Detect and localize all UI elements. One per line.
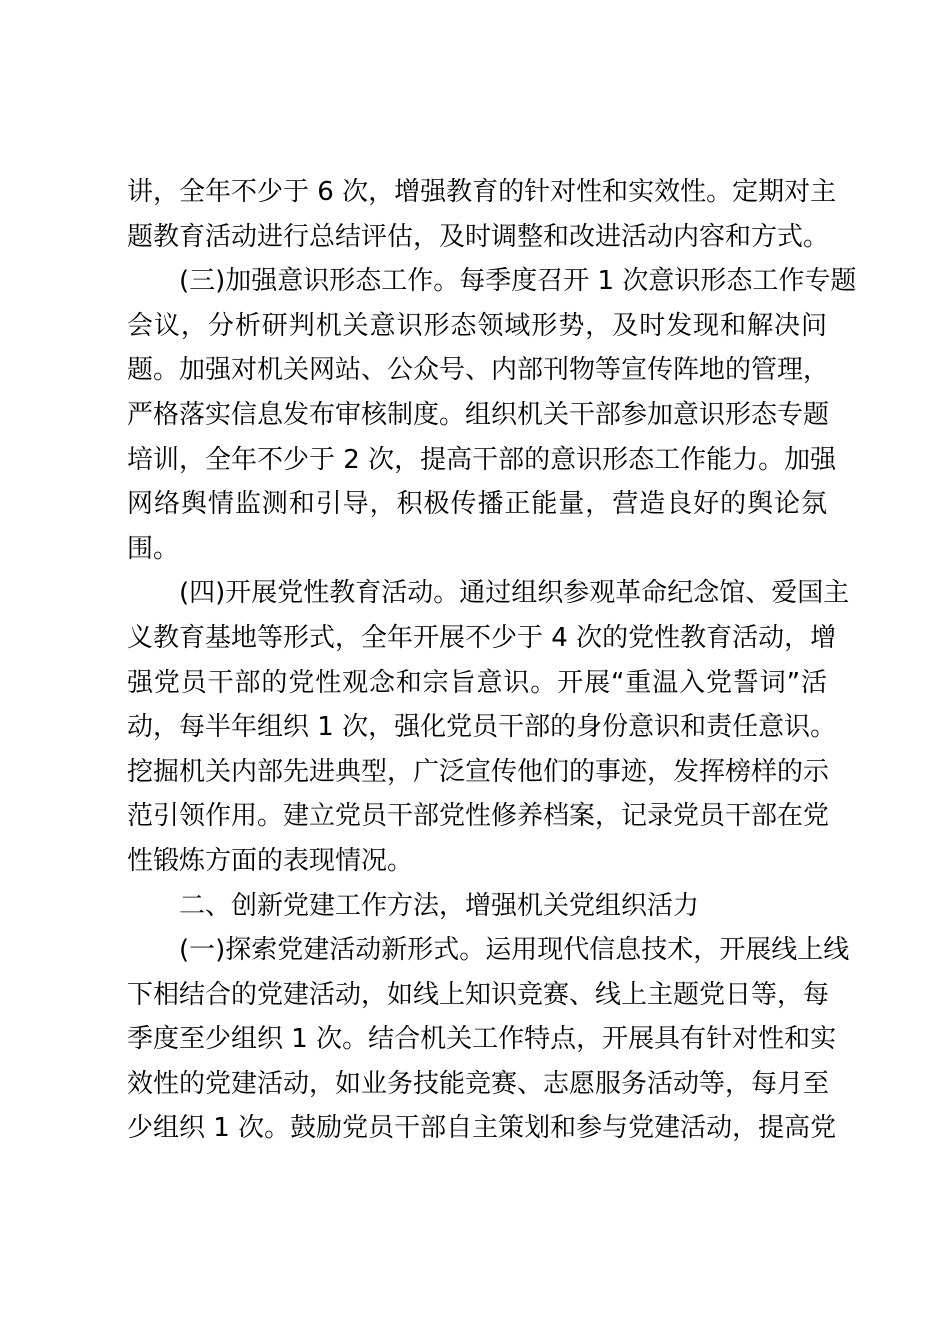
text-line: 严格落实信息发布审核制度。组织机关干部参加意识形态专题 [127, 399, 830, 430]
text-line: 义教育基地等形式，全年开展不少于 4 次的党性教育活动，增 [127, 622, 837, 653]
text-line: 少组织 1 次。鼓励党员干部自主策划和参与党建活动，提高党 [127, 1113, 837, 1144]
text-line: 题教育活动进行总结评估，及时调整和改进活动内容和方式。 [127, 221, 830, 252]
section-heading-4: (四)开展党性教育活动。通过组织参观革命纪念馆、爱国主 [179, 578, 850, 609]
text-line: 强党员干部的党性观念和宗旨意识。开展“重温入党誓词”活 [127, 667, 827, 698]
section-heading-1: (一)探索党建活动新形式。运用现代信息技术，开展线上线 [179, 935, 850, 966]
text-line: 性锻炼方面的表现情况。 [127, 845, 414, 876]
body-text [127, 170, 857, 1151]
text-line: 范引领作用。建立党员干部党性修养档案，记录党员干部在党 [127, 801, 830, 832]
text-line: 季度至少组织 1 次。结合机关工作特点，开展具有针对性和实 [127, 1024, 837, 1055]
text-line: 动，每半年组织 1 次，强化党员干部的身份意识和责任意识。 [127, 712, 837, 743]
text-line: 挖掘机关内部先进典型，广泛宣传他们的事迹，发挥榜样的示 [127, 756, 830, 787]
text-line: 网络舆情监测和引导，积极传播正能量，营造良好的舆论氛 [127, 489, 827, 520]
text-line: 效性的党建活动，如业务技能竞赛、志愿服务活动等，每月至 [127, 1068, 830, 1099]
text-line: 会议，分析研判机关意识形态领域形势，及时发现和解决问 [127, 310, 827, 341]
section-heading-3: (三)加强意识形态工作。每季度召开 1 次意识形态工作专题 [179, 266, 857, 297]
text-line: 培训，全年不少于 2 次，提高干部的意识形态工作能力。加强 [127, 444, 837, 475]
text-line: 下相结合的党建活动，如线上知识竞赛、线上主题党日等，每 [127, 979, 830, 1010]
chapter-heading-2: 二、创新党建工作方法，增强机关党组织活力 [179, 890, 700, 921]
text-line: 围。 [127, 533, 180, 564]
text-line: 讲，全年不少于 6 次，增强教育的针对性和实效性。定期对主 [127, 177, 837, 207]
text-line: 题。加强对机关网站、公众号、内部刊物等宣传阵地的管理， [127, 355, 830, 386]
